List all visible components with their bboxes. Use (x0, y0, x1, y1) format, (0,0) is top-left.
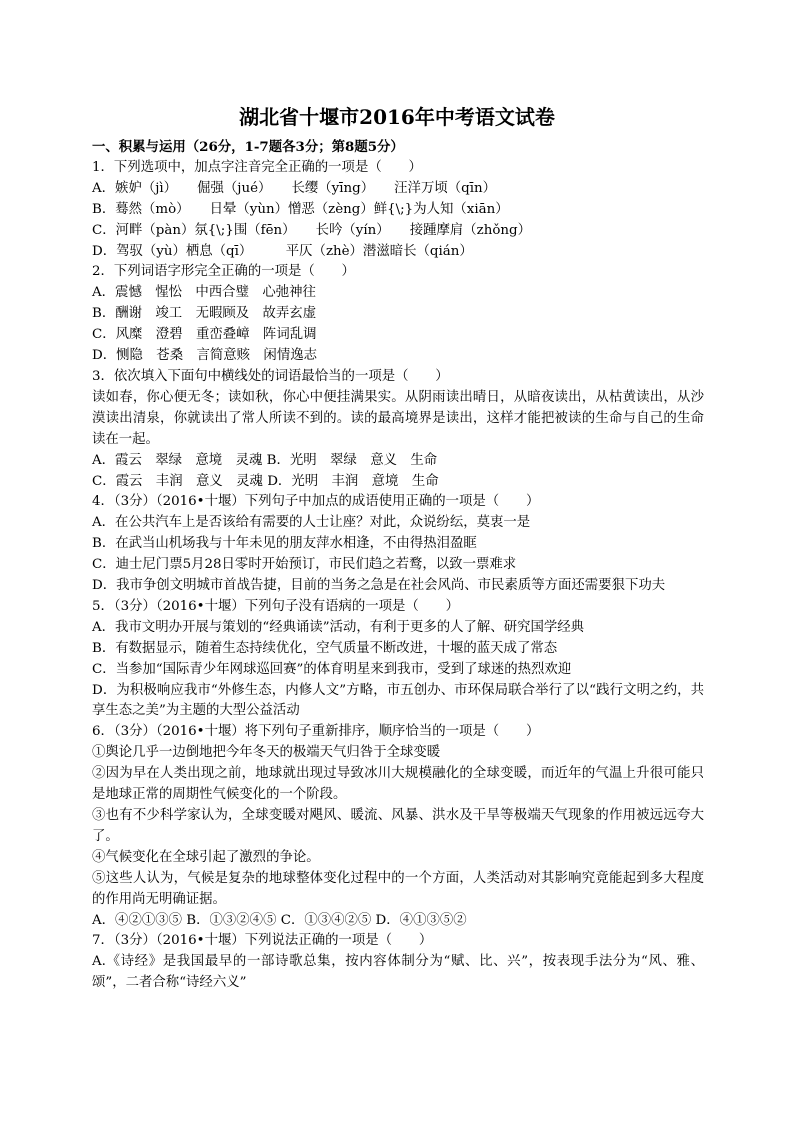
question-4-option-b: B．在武当山机场我与十年未见的朋友萍水相逢，不由得热泪盈眶 (92, 536, 477, 552)
question-6-options: A．④②①③⑤ B．①③②④⑤ C．①③④②⑤ D．④①③⑤② (92, 912, 467, 928)
question-2-option-a: A．震憾 惺忪 中西合璧 心弛神往 (92, 285, 316, 301)
question-5-option-b: B．有数据显示，随着生态持续优化，空气质量不断改进，十堰的蓝天成了常态 (92, 640, 558, 656)
question-7-option-a: A.《诗经》是我国最早的一部诗歌总集，按内容体制分为“赋、比、兴”，按表现手法分为“风、雅、颂”，二者合称“诗经六义” (92, 954, 704, 991)
question-3-options-cd: C．霞云 丰润 意义 灵魂 D．光明 丰润 意境 生命 (92, 473, 439, 489)
question-1-option-c: C．河畔（pàn）氛{\;}围（fēn） 长吟（yín） 接踵摩肩（zhǒng） (92, 222, 531, 238)
section-heading: 一、积累与运用（26分，1-7题各3分；第8题5分） (92, 139, 404, 155)
question-6-sentence-3: ③也有不少科学家认为，全球变暖对飓风、暖流、风暴、洪水及干旱等极端天气现象的作用被远远夸大了。 (92, 808, 704, 844)
question-2-option-b: B．酬谢 竣工 无暇顾及 故弄玄虚 (92, 306, 317, 322)
question-7-stem: 7．（3分）（2016•十堰）下列说法正确的一项是（ ） (92, 933, 433, 949)
question-1-option-a: A．嫉妒（jì） 倔强（jué） 长缨（yīng） 汪洋万顷（qīn） (92, 180, 496, 196)
question-4-option-c: C．迪士尼门票5月28日零时开始预订，市民们趋之若鹜，以致一票难求 (92, 557, 517, 573)
question-2-option-c: C．风糜 澄碧 重峦叠嶂 阵词乱调 (92, 327, 317, 343)
question-6-sentence-2: ②因为早在人类出现之前，地球就出现过导致冰川大规模融化的全球变暖，而近年的气温上升很可能只是地球正常的周期性气候变化的一个阶段。 (92, 766, 704, 803)
question-2-stem: 2．下列词语字形完全正确的一项是（ ） (92, 264, 355, 280)
question-5-option-d: D．为积极响应我市“外修生态，内修人文”方略，市五创办、市环保局联合举行了以“践行文明之约，共享生态之美”为主题的大型公益活动 (92, 682, 704, 719)
question-5-option-c: C．当参加“国际青少年网球巡回赛”的体育明星来到我市，受到了球迷的热烈欢迎 (92, 661, 572, 677)
question-4-option-a: A．在公共汽车上是否该给有需要的人士让座？对此，众说纷纭，莫衷一是 (92, 515, 531, 531)
question-1-option-b: B．蓦然（mò） 日晕（yùn）憎恶（zèng）鲜{\;}为人知（xiān） (92, 201, 509, 217)
question-3-stem: 3．依次填入下面句中横线处的词语最恰当的一项是（ ） (92, 368, 449, 384)
question-6-sentence-5: ⑤这些人认为，气候是复杂的地球整体变化过程中的一个方面，人类活动对其影响究竟能起到多大程度的作用尚无明确证据。 (92, 870, 704, 907)
question-5-option-a: A．我市文明办开展与策划的“经典诵读”活动，有利于更多的人了解、研究国学经典 (92, 619, 585, 635)
question-6-sentence-1: ①舆论几乎一边倒地把今年冬天的极端天气归咎于全球变暖 (92, 745, 441, 761)
question-4-stem: 4．（3分）（2016•十堰）下列句子中加点的成语使用正确的一项是（ ） (92, 494, 540, 510)
question-1-option-d: D．驾驭（yù）栖息（qī） 平仄（zhè）潜滋暗长（qián） (92, 243, 473, 259)
question-1-stem: 1．下列选项中，加点字注音完全正确的一项是（ ） (92, 159, 422, 175)
question-3-options-ab: A．霞云 翠绿 意境 灵魂 B．光明 翠绿 意义 生命 (92, 452, 438, 468)
question-5-stem: 5．（3分）（2016•十堰）下列句子没有语病的一项是（ ） (92, 598, 459, 614)
question-2-option-d: D．恻隐 苍桑 言简意赅 闲情逸志 (92, 348, 317, 364)
question-3-passage: 读如春，你心便无冬；读如秋，你心中便挂满果实。从阴雨读出晴日，从暗夜读出，从枯黄读出，从沙漠读出清泉，你就读出了常人所读不到的。读的最高境界是读出，这样才能把被读的生命与自己的生命读在一起。 (92, 389, 704, 447)
question-6-sentence-4: ④气候变化在全球引起了激烈的争论。 (92, 849, 320, 865)
question-4-option-d: D．我市争创文明城市首战告捷，目前的当务之急是在社会风尚、市民素质等方面还需要狠下功夫 (92, 578, 666, 594)
exam-title: 湖北省十堰市2016年中考语文试卷 (239, 105, 555, 129)
exam-content (92, 137, 704, 994)
question-6-stem: 6．（3分）（2016•十堰）将下列句子重新排序，顺序恰当的一项是（ ） (92, 724, 540, 740)
